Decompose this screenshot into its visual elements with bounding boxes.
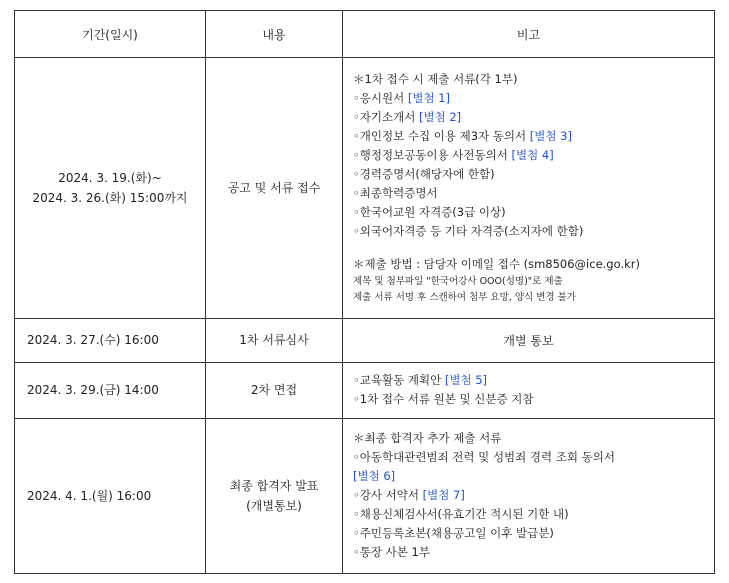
attachment-tag: [별첨 1] (407, 90, 451, 105)
period-text: 2024. 4. 1.(월) 16:00 (27, 488, 152, 503)
content-text: 공고 및 서류 접수 (227, 180, 321, 195)
note-cell: 개별 통보 (343, 318, 715, 362)
note-line: ◦경력증명서(해당자에 한함) (353, 166, 495, 181)
table-row (15, 318, 715, 362)
content-text: (개별통보) (246, 498, 302, 513)
attachment-tag: [별첨 7] (422, 488, 465, 503)
schedule-table (14, 10, 715, 574)
header-content: 내용 (206, 11, 343, 58)
period-text: 2024. 3. 19.(화)~ (58, 170, 162, 185)
note-line: ◦개인정보 수집 이용 제3자 동의서 [별첨 3] (353, 128, 572, 143)
note-cell (343, 58, 715, 319)
note-line: 제출 서류 서명 후 스캔하여 첨부 요망, 양식 변경 불가 (353, 291, 576, 303)
note-line: ◦강사 서약서 [별첨 7] (353, 488, 465, 503)
content-text: 2차 면접 (250, 383, 298, 398)
note-line: ◦외국어자격증 등 기타 자격증(소지자에 한함) (353, 223, 584, 238)
note-line: ◦주민등록초본(채용공고일 이후 발급분) (353, 526, 554, 541)
note-line (353, 467, 714, 486)
note-line: ◦채용신체검사서(유효기간 적시된 기한 내) (353, 507, 569, 522)
attachment-tag: [별첨 4] (511, 147, 554, 162)
header-period: 기간(일시) (15, 11, 206, 58)
note-line: ＊1차 접수 시 제출 서류(각 1부) (353, 71, 518, 86)
period-cell (15, 58, 206, 319)
note-line: ◦자기소개서 [별첨 2] (353, 109, 462, 124)
content-text: 1차 서류심사 (239, 333, 309, 348)
note-cell (343, 362, 715, 418)
content-text: 최종 합격자 발표 (229, 478, 319, 493)
note-cell (343, 418, 715, 573)
table-row (15, 418, 715, 573)
note-line: ＊제출 방법 : 담당자 이메일 접수 (sm8506@ice.go.kr) (353, 256, 640, 271)
content-cell (206, 318, 343, 362)
period-text: 2024. 3. 29.(금) 14:00 (27, 383, 159, 398)
attachment-tag: [별첨 3] (529, 128, 572, 143)
period-text: 2024. 3. 27.(수) 16:00 (27, 333, 159, 348)
header-row (15, 11, 715, 58)
note-line: ＊최종 합격자 추가 제출 서류 (353, 431, 502, 446)
note-line: ◦통장 사본 1부 (353, 545, 430, 560)
note-line: ◦한국어교원 자격증(3급 이상) (353, 204, 506, 219)
header-note: 비고 (343, 11, 715, 58)
table-row (15, 58, 715, 319)
attachment-tag: [별첨 2] (418, 109, 462, 124)
period-text: 2024. 3. 26.(화) 15:00까지 (32, 190, 188, 205)
period-cell (15, 362, 206, 418)
table-row (15, 362, 715, 418)
attachment-tag: [별첨 5] (444, 373, 488, 388)
period-cell (15, 318, 206, 362)
content-cell (206, 362, 343, 418)
note-line: 제목 및 첨부파일 "한국어강사 OOO(성명)"로 제출 (353, 275, 563, 287)
content-cell (206, 418, 343, 573)
note-line: ◦1차 접수 서류 원본 및 신분증 지참 (353, 392, 534, 407)
note-line: ◦행정정보공동이용 사전동의서 [별첨 4] (353, 147, 554, 162)
attachment-tag: [별첨 6] (353, 469, 396, 484)
content-cell (206, 58, 343, 319)
note-line: ◦응시원서 [별첨 1] (353, 90, 451, 105)
note-line: ◦최종학력증명서 (353, 185, 438, 200)
note-line: ◦교육활동 계획안 [별첨 5] (353, 373, 488, 388)
period-cell (15, 418, 206, 573)
note-spacer (353, 241, 714, 255)
note-line: ◦아동학대관련범죄 전력 및 성범죄 경력 조회 동의서 (353, 450, 616, 465)
